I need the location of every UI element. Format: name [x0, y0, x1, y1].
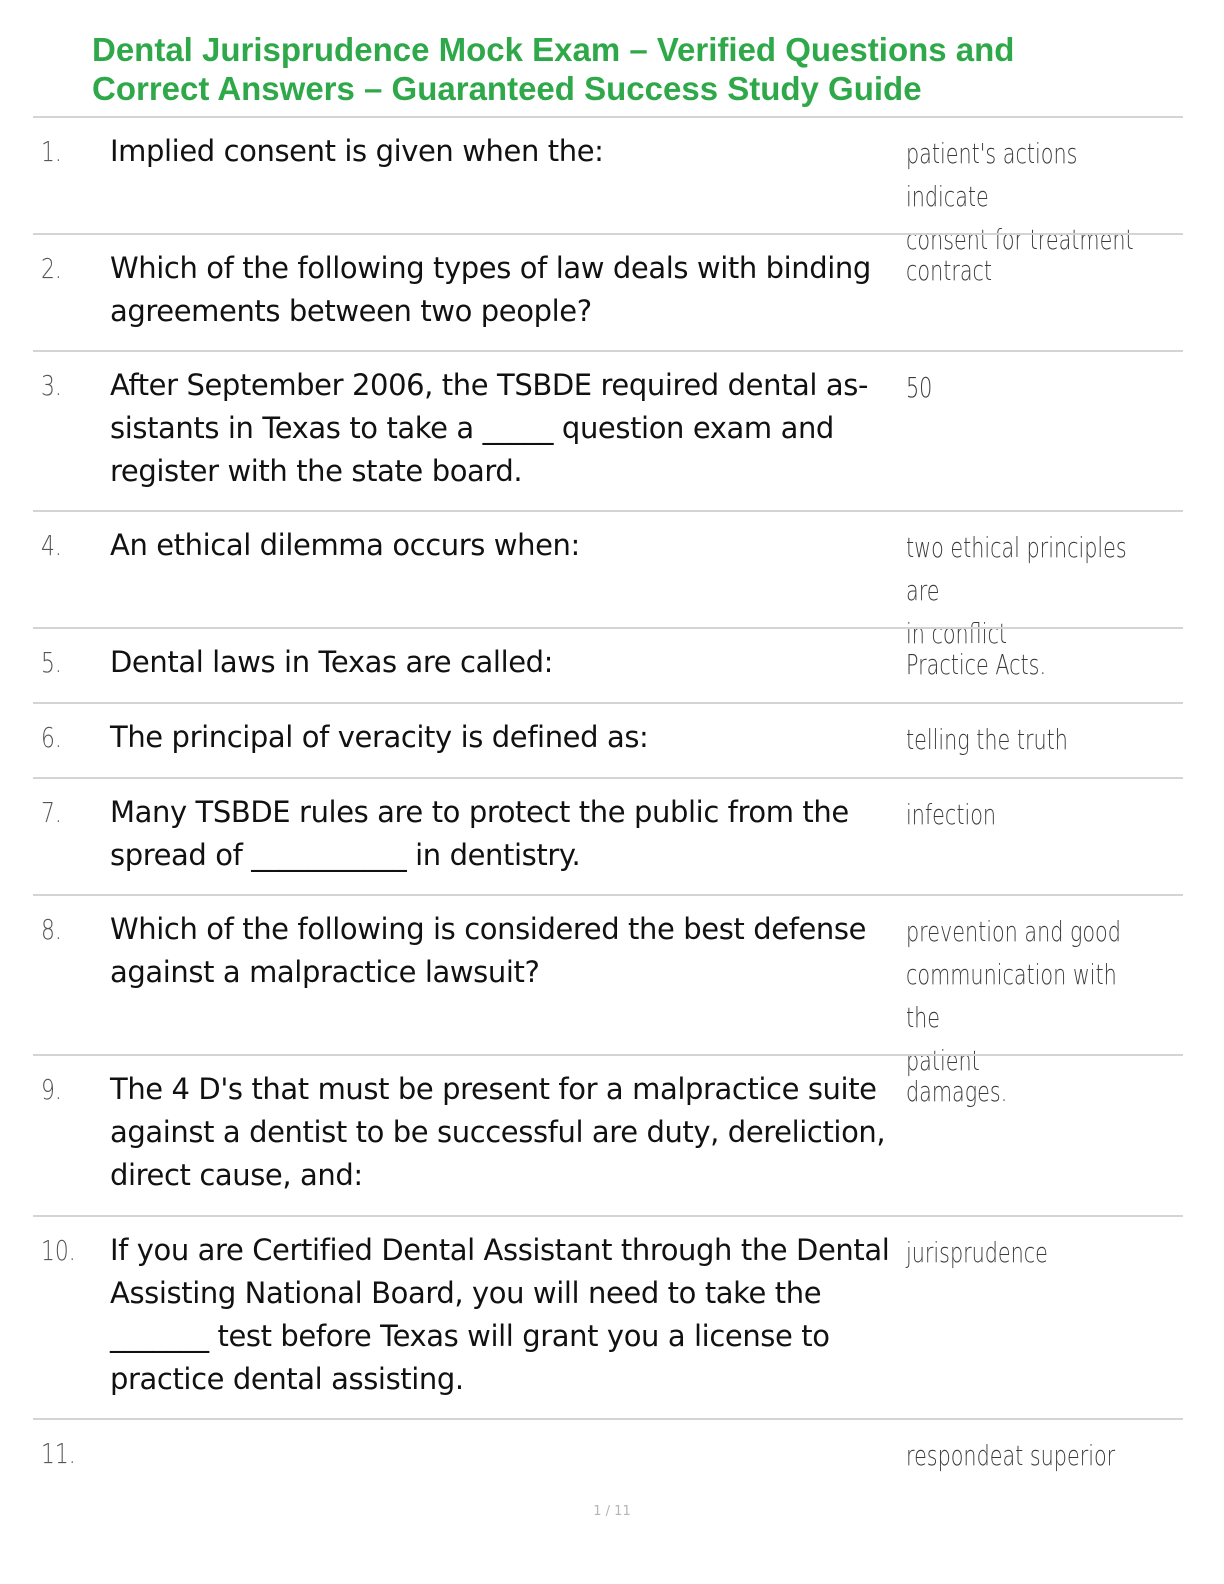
- answer-text: Practice Acts.: [906, 648, 1047, 681]
- question-text: Which of the following types of law deals with binding agreements between two people?: [110, 251, 871, 328]
- answer-text: infection: [906, 798, 997, 831]
- answer-text: prevention and good communication with the patient: [906, 915, 1121, 1077]
- divider: [33, 1418, 1183, 1420]
- answer-text: contract: [906, 254, 993, 287]
- question-number: 4.: [41, 529, 62, 562]
- answer-text: respondeat superior: [906, 1439, 1116, 1472]
- question-number: 3.: [41, 369, 62, 402]
- divider: [33, 233, 1183, 235]
- divider: [33, 777, 1183, 779]
- question-text: Dental laws in Texas are called:: [110, 645, 554, 679]
- divider: [33, 510, 1183, 512]
- question-number: 10.: [41, 1234, 76, 1267]
- page-number: 1 / 11: [593, 1504, 631, 1519]
- answer-text: two ethical principles are in conflict: [906, 531, 1127, 650]
- divider: [33, 350, 1183, 352]
- divider: [33, 702, 1183, 704]
- divider: [33, 116, 1183, 118]
- question-number: 8.: [41, 913, 62, 946]
- question-number: 5.: [41, 646, 62, 679]
- title-line-2: Correct Answers – Guaranteed Success Study Guide: [92, 70, 922, 107]
- question-text: Which of the following is considered the best defense against a malpractice lawsuit?: [110, 912, 867, 989]
- question-text: Implied consent is given when the:: [110, 134, 604, 168]
- question-text: If you are Certified Dental Assistant through the Dental Assisting National Board, you will need to take the _______ test before Texas will grant you a license to practice dental assisting.: [110, 1233, 890, 1396]
- question-number: 6.: [41, 721, 62, 754]
- divider: [33, 627, 1183, 629]
- question-number: 11.: [41, 1437, 76, 1470]
- question-text: The principal of veracity is defined as:: [110, 720, 649, 754]
- divider: [33, 1054, 1183, 1056]
- question-text: Many TSBDE rules are to protect the public from the spread of ___________ in dentistry.: [110, 795, 849, 872]
- answer-text: patient's actions indicate consent for treatment: [906, 137, 1134, 256]
- title-line-1: Dental Jurisprudence Mock Exam – Verified Questions and: [92, 31, 1015, 68]
- document-title: [92, 30, 1152, 108]
- question-text: An ethical dilemma occurs when:: [110, 528, 580, 562]
- question-number: 7.: [41, 796, 62, 829]
- answer-text: jurisprudence: [906, 1236, 1048, 1269]
- question-number: 9.: [41, 1073, 62, 1106]
- divider: [33, 1215, 1183, 1217]
- question-text: The 4 D's that must be present for a malpractice suite against a dentist to be successful are duty, dereliction, direct cause, and:: [110, 1072, 886, 1192]
- question-text: After September 2006, the TSBDE required dental assistants in Texas to take a _____ question exam and register with the state board.: [110, 368, 869, 488]
- answer-text: damages.: [906, 1075, 1008, 1108]
- question-number: 2.: [41, 252, 62, 285]
- question-number: 1.: [41, 135, 62, 168]
- answer-text: telling the truth: [906, 723, 1068, 756]
- divider: [33, 894, 1183, 896]
- answer-text: 50: [906, 371, 933, 404]
